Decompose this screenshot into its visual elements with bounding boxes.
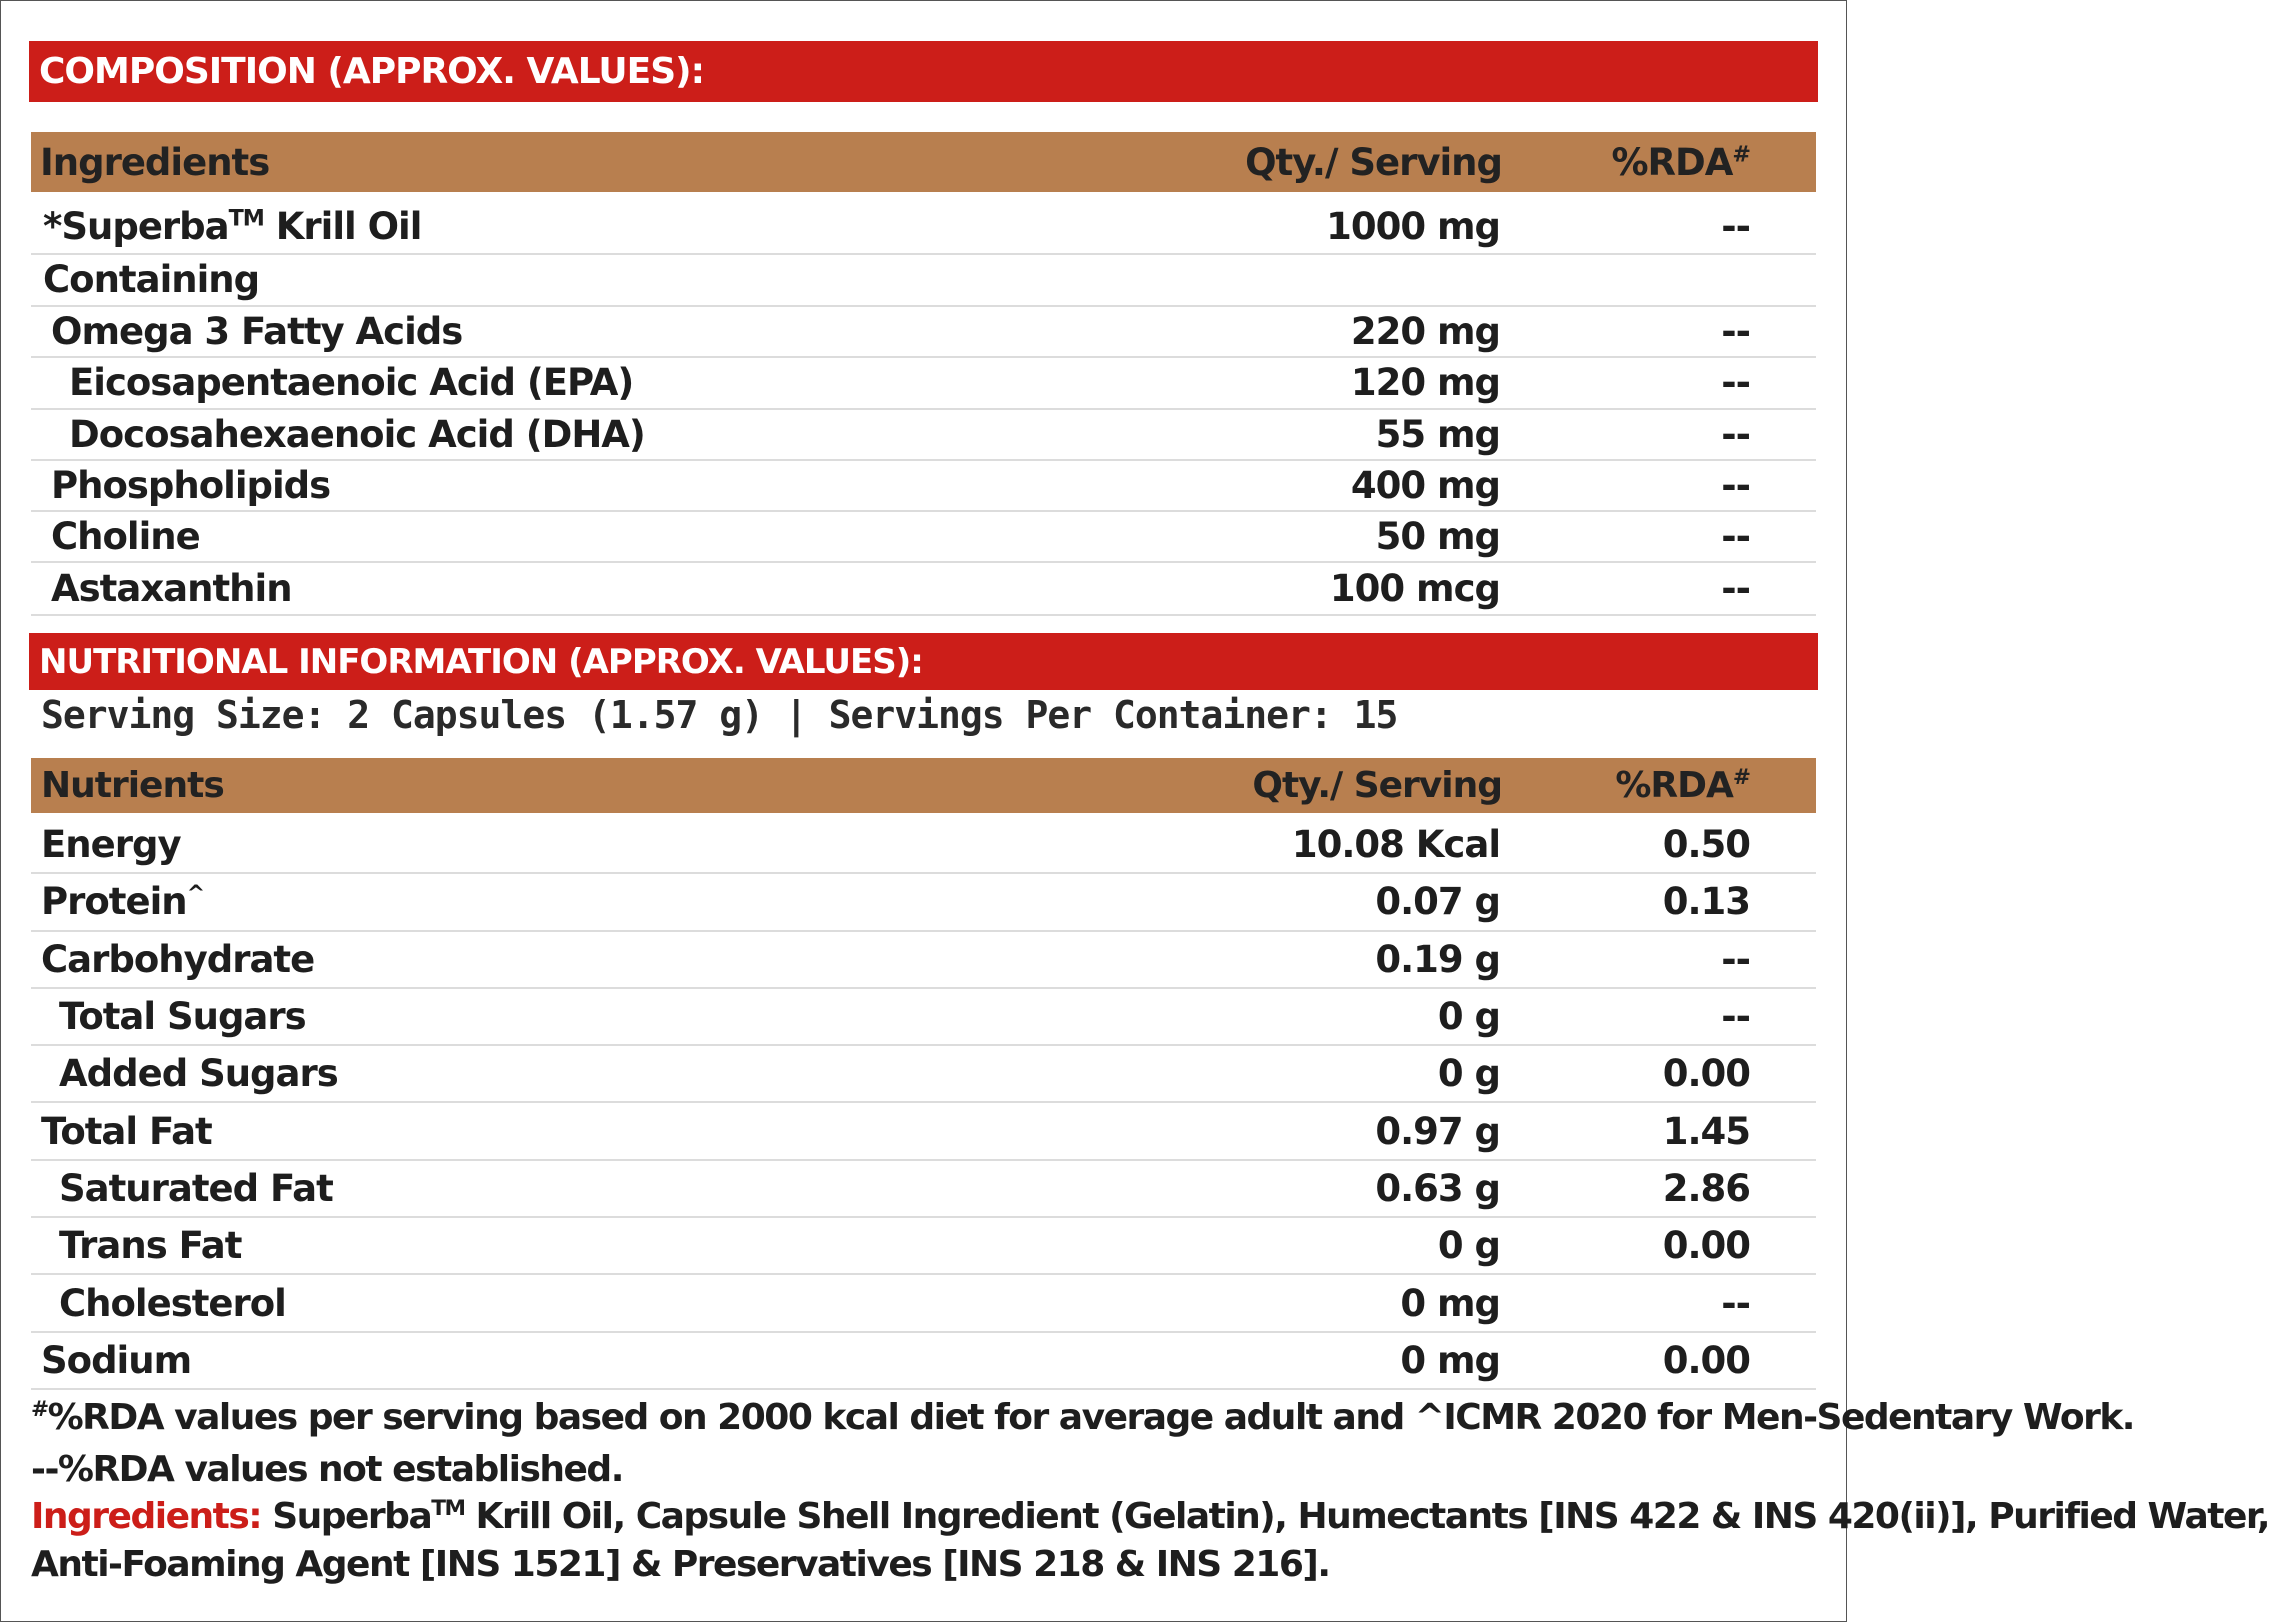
composition-title: COMPOSITION (APPROX. VALUES): [39, 51, 705, 92]
nutrition-title-bar [29, 633, 1818, 690]
ingredient-qty: 100 mcg [1329, 566, 1500, 610]
ingredient-rda: -- [1721, 566, 1750, 610]
serving-info: Serving Size: 2 Capsules (1.57 g) | Servings Per Container: 15 [41, 693, 1398, 737]
ingredient-rda: -- [1721, 205, 1750, 248]
nutrient-qty: 0.63 g [1375, 1166, 1500, 1210]
nutrient-qty: 0 g [1437, 1052, 1500, 1096]
nutrition-row [31, 932, 1816, 989]
nutrient-rda: 0.00 [1662, 1338, 1750, 1382]
ingredient-rda: -- [1721, 463, 1750, 507]
composition-header-name: Ingredients [40, 140, 270, 184]
nutrient-qty: 0.19 g [1375, 937, 1500, 981]
nutrient-name: Cholesterol [59, 1281, 286, 1325]
composition-row [31, 409, 1816, 461]
nutrition-header [31, 758, 1816, 813]
nutrient-rda: -- [1721, 1281, 1750, 1325]
ingredient-name: Docosahexaenoic Acid (DHA) [69, 412, 645, 456]
ingredient-name: *Superba™ Krill Oil [43, 205, 422, 248]
nutrient-qty: 0 mg [1400, 1281, 1500, 1325]
composition-row [31, 562, 1816, 616]
composition-row [31, 200, 1816, 255]
ingredient-qty: 55 mg [1375, 412, 1500, 456]
nutrient-name: Saturated Fat [59, 1166, 333, 1210]
nutrient-rda: 0.50 [1662, 823, 1750, 867]
nutrition-header-qty: Qty./ Serving [1252, 765, 1502, 806]
nutrient-rda: 0.00 [1662, 1224, 1750, 1268]
composition-row [31, 511, 1816, 563]
nutrition-row [31, 1104, 1816, 1161]
nutrition-header-rda: %RDA# [1615, 765, 1750, 806]
composition-row [31, 306, 1816, 358]
ingredient-name: Eicosapentaenoic Acid (EPA) [69, 361, 634, 404]
ingredient-name: Containing [43, 258, 260, 301]
composition-row [31, 460, 1816, 512]
ingredient-rda: -- [1721, 309, 1750, 353]
ingredient-qty: 50 mg [1375, 514, 1500, 558]
nutrient-qty: 0 g [1437, 1224, 1500, 1268]
nutrient-name: Energy [41, 823, 181, 867]
ingredient-rda: -- [1721, 514, 1750, 558]
composition-header-qty: Qty./ Serving [1245, 140, 1502, 184]
nutrition-row [31, 1333, 1816, 1390]
nutrient-qty: 0 g [1437, 995, 1500, 1039]
composition-row [31, 357, 1816, 410]
ingredient-name: Choline [51, 514, 200, 558]
nutrient-name: Trans Fat [59, 1224, 242, 1268]
nutrient-rda: 0.13 [1662, 880, 1750, 924]
nutrition-row [31, 1275, 1816, 1332]
nutrition-title: NUTRITIONAL INFORMATION (APPROX. VALUES): [39, 641, 923, 682]
nutrient-qty: 10.08 Kcal [1291, 823, 1500, 867]
nutrient-name: Total Sugars [59, 995, 306, 1039]
nutrition-header-name: Nutrients [41, 765, 224, 806]
nutrient-rda: 0.00 [1662, 1052, 1750, 1096]
nutrition-row [31, 874, 1816, 931]
composition-header-rda: %RDA# [1611, 140, 1750, 184]
nutrition-row [31, 1046, 1816, 1103]
ingredient-qty: 220 mg [1350, 309, 1500, 353]
nutrient-name: Total Fat [41, 1109, 212, 1153]
ingredient-rda: -- [1721, 412, 1750, 456]
nutrient-qty: 0.97 g [1375, 1109, 1500, 1153]
ingredient-qty: 120 mg [1350, 361, 1500, 404]
nutrition-row [31, 989, 1816, 1046]
rda-footnote: #%RDA values per serving based on 2000 kcal diet for average adult and ^ICMR 2020 for Men-Sedentary Work. [31, 1397, 2134, 1438]
ingredient-name: Phospholipids [51, 463, 331, 507]
ingredients-label: Ingredients: [31, 1496, 262, 1537]
not-established-footnote: --%RDA values not established. [31, 1449, 623, 1490]
nutrient-rda: -- [1721, 995, 1750, 1039]
nutrition-row [31, 1161, 1816, 1218]
nutrient-rda: -- [1721, 937, 1750, 981]
ingredient-qty: 1000 mg [1326, 205, 1500, 248]
ingredient-name: Omega 3 Fatty Acids [51, 309, 463, 353]
nutrition-row [31, 1218, 1816, 1275]
composition-header [31, 132, 1816, 192]
composition-row [31, 254, 1816, 307]
nutrient-name: Protein^ [41, 880, 205, 924]
ingredient-qty: 400 mg [1350, 463, 1500, 507]
nutrient-name: Carbohydrate [41, 937, 315, 981]
nutrient-name: Added Sugars [59, 1052, 338, 1096]
nutrient-qty: 0.07 g [1375, 880, 1500, 924]
nutrition-row [31, 817, 1816, 874]
nutrient-name: Sodium [41, 1338, 192, 1382]
nutrient-rda: 2.86 [1662, 1166, 1750, 1210]
nutrient-rda: 1.45 [1662, 1109, 1750, 1153]
ingredient-name: Astaxanthin [51, 566, 292, 610]
composition-title-bar [29, 41, 1818, 102]
ingredients-line-2: Anti-Foaming Agent [INS 1521] & Preservatives [INS 218 & INS 216]. [31, 1544, 1330, 1585]
ingredients-line-1: Ingredients: Superba™ Krill Oil, Capsule Shell Ingredient (Gelatin), Humectants [INS 422 & INS 420(ii)], Purified Water, [31, 1496, 2269, 1537]
nutrient-qty: 0 mg [1400, 1338, 1500, 1382]
ingredient-rda: -- [1721, 361, 1750, 404]
